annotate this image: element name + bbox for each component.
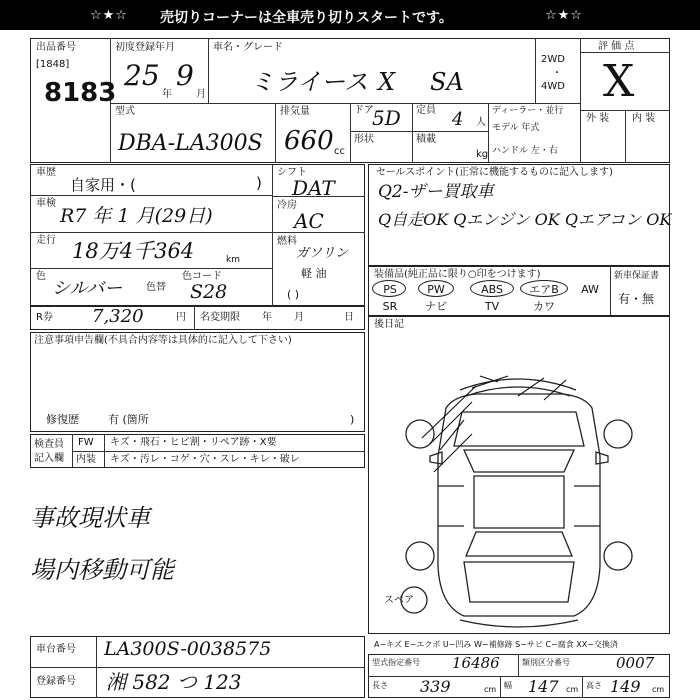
color-code-value: S28 — [190, 281, 228, 303]
diagram-tire-spare — [401, 587, 427, 613]
banner-stars-right: ☆★☆ — [545, 7, 583, 23]
fw-label: FW — [78, 437, 94, 448]
score-label: 評 価 点 — [598, 41, 635, 52]
inspector-label: 検査員 記入欄 — [34, 439, 64, 464]
handwritten-note-1: 事故現状車 — [30, 504, 150, 532]
shift-label: シフト — [277, 167, 307, 178]
equip-tv: TV — [484, 300, 500, 313]
type-value: 16486 — [452, 654, 500, 672]
grade-x: X — [378, 68, 396, 96]
damage-legend: A−キズ E−エクボ U−凹み W−補修跡 S−サビ C−腐食 XX−交換済 — [374, 640, 618, 649]
grade-sa: SA — [430, 68, 464, 96]
load-unit: kg — [476, 149, 489, 160]
width-value: 147 — [528, 677, 559, 696]
reg-year-unit: 年 — [162, 89, 172, 100]
reg-year: 25 — [124, 59, 160, 92]
capacity-label: 定員 — [416, 105, 436, 116]
model-label: 型式 — [115, 106, 135, 117]
load-label: 積載 — [416, 134, 436, 145]
mileage-value: 18万4千364 — [72, 239, 195, 263]
notes-box — [30, 332, 365, 432]
reg-month-unit: 月 — [196, 89, 206, 100]
equip-ps: PS — [383, 283, 397, 296]
banner-text: 売切りコーナーは全車売り切りスタートです。 — [160, 10, 453, 26]
diagram-tire-rl — [406, 542, 434, 570]
sales-line2: Q自走OK Qエンジン OK Qエアコン OK — [378, 210, 672, 229]
car-diagram-svg — [368, 316, 670, 634]
repair-close: ) — [350, 413, 355, 426]
history-close: ) — [256, 174, 262, 192]
reg-month: 9 — [176, 59, 194, 92]
fuel-diesel: 軽 油 — [301, 267, 327, 280]
length-label: 長さ — [372, 681, 388, 690]
diagram-body — [438, 394, 600, 616]
lot-sub: [1848] — [36, 59, 70, 70]
repair-label: 修復歴 — [46, 413, 79, 426]
displacement-unit: cc — [334, 146, 345, 157]
name-value: ミライース — [250, 68, 369, 96]
banner — [0, 0, 700, 30]
repair-value: 有 (箇所 — [108, 413, 149, 426]
handle-label: ハンドル 左・右 — [492, 146, 558, 156]
color-change-label: 色替 — [146, 282, 166, 293]
capacity-value: 4 — [452, 109, 464, 130]
diagram-roof — [474, 476, 564, 528]
displacement-label: 排気量 — [280, 106, 310, 117]
ac-label: 冷房 — [277, 200, 297, 211]
mileage-unit: km — [226, 255, 240, 265]
dealer-label: ディーラー・並行 — [492, 106, 564, 116]
recycle-unit: 円 — [176, 312, 186, 323]
handwritten-note-2: 場内移動可能 — [30, 556, 174, 584]
interior-items: キズ・汚レ・コゲ・穴・スレ・キレ・破レ — [110, 454, 300, 465]
diagram-tire-rr — [604, 542, 632, 570]
color-code-label: 色コード — [182, 271, 222, 282]
recycle-value: 7,320 — [92, 306, 144, 327]
tax-month: 月 — [294, 312, 304, 323]
interior-label: 内 装 — [632, 113, 656, 124]
width-unit: cm — [566, 685, 579, 694]
equip-aw: AW — [581, 283, 599, 296]
model-value: DBA-LA300S — [118, 131, 263, 156]
class-label: 類別区分番号 — [522, 658, 570, 667]
shape-label: 形状 — [354, 134, 374, 145]
diagram-windshield — [464, 450, 574, 472]
new-car-label: 新車保証書 — [614, 271, 660, 281]
equip-navi: ナビ — [425, 300, 447, 313]
interior-check-label: 内装 — [76, 454, 96, 465]
displacement-value: 660 — [284, 126, 334, 156]
lot-number: 8183 — [44, 78, 117, 108]
reg-label: 初度登録年月 — [115, 42, 175, 53]
exterior-label: 外 装 — [586, 113, 610, 124]
new-car-value: 有・無 — [618, 292, 655, 306]
shaken-value: R7 年 1 月(29日) — [60, 205, 213, 227]
ac-value: AC — [294, 209, 324, 233]
fuel-paren: ( ) — [287, 288, 300, 301]
color-value: シルバー — [52, 278, 123, 299]
equip-abs: ABS — [481, 283, 503, 296]
drive-2wd: 2WD — [541, 54, 565, 65]
equip-airbag: エアB — [529, 283, 559, 296]
shift-value: DAT — [292, 176, 335, 200]
history-value: 自家用・( — [70, 176, 136, 194]
chassis-value: LA300S-0038575 — [104, 638, 272, 660]
notes-label: 注意事項申告欄(不具合内容等は具体的に記入して下さい) — [34, 335, 292, 346]
equip-sr: SR — [382, 300, 398, 313]
diagram-hood — [454, 412, 584, 446]
diagram-front-bumper — [460, 379, 576, 390]
diagram-tail — [464, 562, 574, 602]
color-label: 色 — [36, 271, 46, 282]
drive-dot: ・ — [552, 68, 562, 79]
fw-items: キズ・飛石・ヒビ割・リペア跡・X要 — [110, 437, 277, 448]
plate-label: 登録番号 — [36, 676, 76, 687]
type-label: 型式指定番号 — [372, 658, 420, 667]
name-label: 車名・グレード — [213, 42, 283, 53]
shaken-label: 車検 — [36, 198, 56, 209]
sales-line1: Q2-ザー買取車 — [378, 182, 494, 202]
fuel-value: ガソリン — [296, 246, 349, 261]
spare-label: スペア — [384, 595, 414, 606]
drive-4wd: 4WD — [541, 81, 565, 92]
tax-label: 名変期限 — [200, 312, 240, 323]
equipment-label: 装備品(純正品に限り○印をつけます) — [374, 269, 541, 280]
diagram-rear-window — [466, 532, 572, 556]
capacity-unit: 人 — [476, 117, 486, 128]
lot-label: 出品番号 — [36, 42, 76, 53]
model-year-label: モデル 年式 — [492, 123, 540, 133]
doors-value: 5D — [372, 106, 401, 130]
fuel-label: 燃料 — [277, 236, 297, 247]
plate-value: 湘 582 つ 123 — [106, 670, 242, 694]
length-value: 339 — [420, 677, 451, 696]
recycle-label: R券 — [36, 312, 53, 323]
height-unit: cm — [652, 685, 665, 694]
tax-year: 年 — [262, 312, 272, 323]
height-value: 149 — [610, 677, 641, 696]
score-value: X — [603, 56, 635, 107]
length-unit: cm — [484, 685, 497, 694]
after-label: 後日記 — [374, 319, 404, 330]
recycle-row — [30, 306, 365, 330]
equip-pw: PW — [427, 283, 445, 296]
history-label: 車歴 — [36, 167, 56, 178]
mileage-label: 走行 — [36, 235, 56, 246]
width-label: 幅 — [504, 681, 512, 690]
sales-label: セールスポイント(正常に機能するものに記入します) — [376, 167, 613, 178]
banner-stars-left: ☆★☆ — [90, 7, 128, 23]
height-label: 高さ — [586, 681, 602, 690]
doors-label: ドア — [354, 105, 374, 116]
diagram-tire-fr — [604, 420, 632, 448]
equip-leather: カワ — [533, 300, 555, 313]
tax-day: 日 — [344, 312, 354, 323]
chassis-label: 車台番号 — [36, 644, 76, 655]
class-value: 0007 — [616, 654, 655, 672]
